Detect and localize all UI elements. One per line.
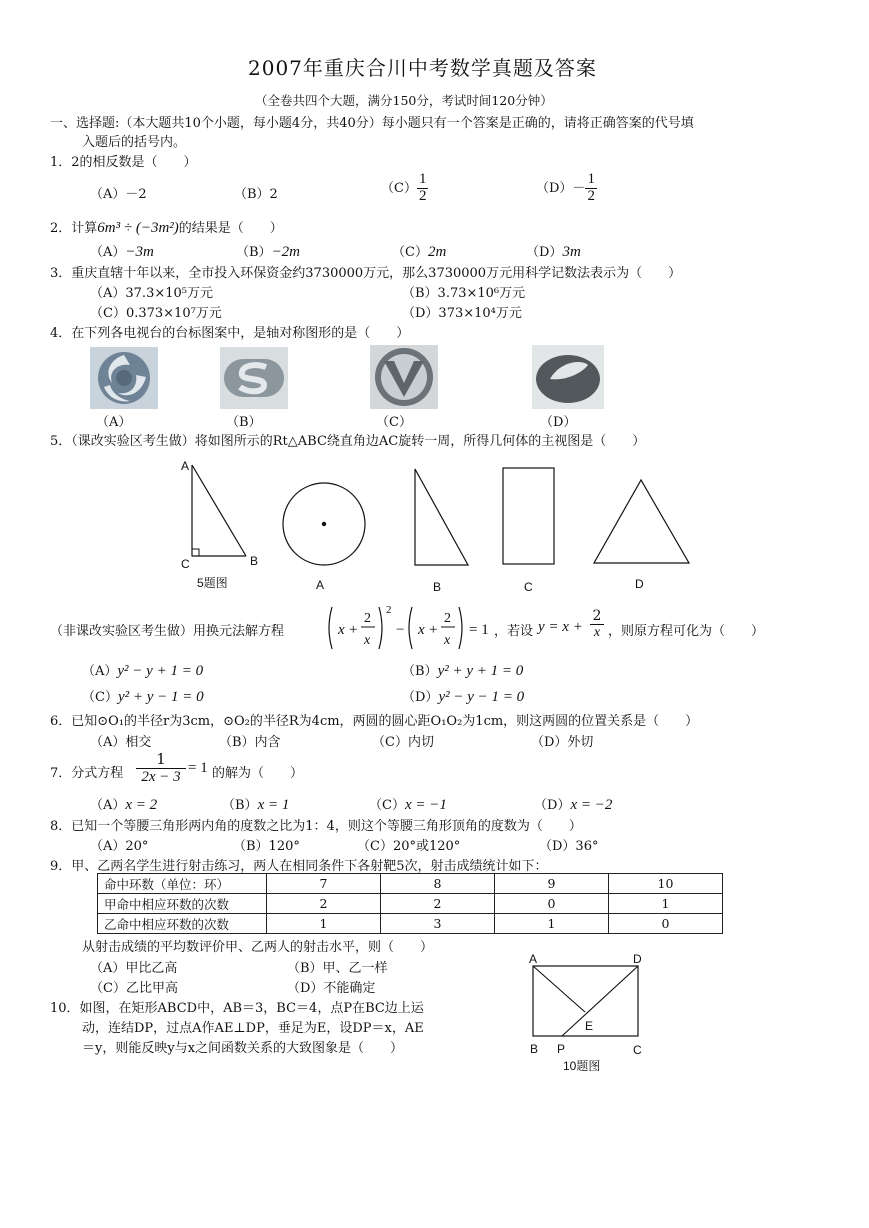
q7-fraction bbox=[136, 750, 186, 786]
q2-expression: 6m³ ÷ (−3m²) bbox=[97, 220, 179, 236]
q9-question: 从射击成绩的平均数评价甲、乙两人的射击水平，则（ ） bbox=[82, 940, 434, 955]
q3-option-a: （A）37.3×10⁵万元 bbox=[90, 286, 213, 301]
q1-c-denominator: 2 bbox=[418, 187, 427, 204]
q1-stem: 1．2的相反数是（ ） bbox=[50, 155, 197, 170]
q6-option-b: （B）内含 bbox=[219, 735, 281, 750]
q7-option-c bbox=[369, 794, 447, 814]
q2-option-c bbox=[392, 241, 446, 261]
q10-fig-caption: 10题图 bbox=[563, 1059, 601, 1073]
q10-line1: 10．如图，在矩形ABCD中，AB＝3，BC＝4，点P在BC边上运 bbox=[50, 1001, 424, 1016]
q1-option-a: （A）－2 bbox=[90, 187, 147, 202]
table-cell: 1 bbox=[609, 894, 723, 914]
q1-option-c bbox=[381, 172, 428, 205]
q5b-num1: 2 bbox=[364, 611, 371, 626]
q8-option-d: （D）36° bbox=[539, 839, 599, 854]
q2-b-label: （B） bbox=[236, 245, 272, 260]
q7-d-value: x = −2 bbox=[570, 797, 613, 813]
q5b-substitution: y = x + bbox=[538, 619, 583, 635]
q7-stem-post: 的解为（ ） bbox=[212, 766, 304, 781]
q5-option-d-label: D bbox=[635, 577, 644, 591]
q3-option-c: （C）0.373×10⁷万元 bbox=[90, 306, 222, 321]
svg-text:−: − bbox=[396, 622, 405, 638]
q5b-square: 2 bbox=[386, 604, 392, 616]
q2-b-value: −2m bbox=[271, 244, 301, 260]
table-cell: 9 bbox=[495, 874, 609, 894]
q5b-stem-post: ，则原方程可化为（ ） bbox=[608, 624, 765, 639]
q10-fig-label-c: C bbox=[633, 1043, 642, 1057]
table-cell: 0 bbox=[609, 914, 723, 934]
q5-option-b-label: B bbox=[433, 580, 442, 594]
table-cell: 3 bbox=[381, 914, 495, 934]
tv-logo-b bbox=[220, 347, 288, 409]
q2-stem-pre: 2．计算 bbox=[50, 221, 98, 236]
q7-numerator: 1 bbox=[136, 750, 186, 769]
q2-option-d bbox=[526, 241, 581, 261]
table-cell: 1 bbox=[267, 914, 381, 934]
q2-option-a bbox=[90, 241, 154, 261]
q5b-c-value: y² + y − 1 = 0 bbox=[117, 689, 204, 705]
table-cell: 7 bbox=[267, 874, 381, 894]
q5b-x1: x bbox=[338, 622, 345, 638]
q5-right-triangle bbox=[192, 465, 246, 556]
table-cell: 2 bbox=[381, 894, 495, 914]
q7-d-label: （D） bbox=[534, 798, 571, 813]
q5b-b-label: （B） bbox=[402, 664, 438, 679]
q7-a-label: （A） bbox=[90, 798, 126, 813]
q5b-sub-num: 2 bbox=[590, 608, 604, 625]
q6-option-d: （D）外切 bbox=[531, 735, 594, 750]
q3-option-d: （D）373×10⁴万元 bbox=[402, 306, 522, 321]
q5b-sub-den: x bbox=[593, 625, 601, 640]
q7-c-value: x = −1 bbox=[404, 797, 447, 813]
q5b-a-label: （A） bbox=[82, 664, 118, 679]
q4-label-d: （D） bbox=[540, 415, 577, 430]
q5b-option-a bbox=[82, 660, 203, 680]
q8-stem: 8．已知一个等腰三角形两内角的度数之比为1：4，则这个等腰三角形顶角的度数为（ ） bbox=[50, 819, 582, 834]
tv-logo-d bbox=[532, 345, 600, 407]
q9-option-b: （B）甲、乙一样 bbox=[287, 961, 388, 976]
q4-label-c: （C） bbox=[376, 415, 412, 430]
q2-c-value: 2m bbox=[427, 244, 447, 260]
q5b-num2: 2 bbox=[444, 611, 451, 626]
q1-option-d-fraction bbox=[585, 172, 597, 205]
q2-d-value: 3m bbox=[562, 244, 581, 260]
q9-option-c: （C）乙比甲高 bbox=[90, 981, 178, 996]
q10-line2: 动，连结DP，过点A作AE⊥DP，垂足为E，设DP＝x，AE bbox=[82, 1021, 424, 1036]
q5-option-a-circle bbox=[283, 483, 365, 565]
q2-stem bbox=[50, 217, 283, 237]
q5b-equation bbox=[326, 603, 494, 653]
q5-figures bbox=[170, 455, 730, 600]
exam-info: （全卷共四个大题，满分150分，考试时间120分钟） bbox=[255, 93, 553, 108]
q7-option-a bbox=[90, 794, 157, 814]
q10-line3: ＝y，则能反映y与x之间函数关系的大致图象是（ ） bbox=[82, 1041, 404, 1056]
table-cell: 2 bbox=[267, 894, 381, 914]
table-row bbox=[98, 894, 723, 914]
q5-fig-caption: 5题图 bbox=[197, 576, 228, 590]
q5b-sub-frac bbox=[590, 608, 604, 641]
svg-text:+: + bbox=[429, 622, 438, 638]
q5b-eq-one: = 1 bbox=[469, 622, 489, 638]
q5b-stem-pre: （非课改实验区考生做）用换元法解方程 bbox=[50, 624, 285, 639]
table-cell: 甲命中相应环数的次数 bbox=[98, 894, 267, 914]
q6-stem: 6．已知⊙O₁的半径r为3cm，⊙O₂的半径R为4cm，两圆的圆心距O₁O₂为1cm，则这两圆的位置关系是（ ） bbox=[50, 714, 699, 729]
q5b-option-b bbox=[402, 660, 523, 680]
q7-option-b bbox=[222, 794, 289, 814]
q2-stem-post: 的结果是（ ） bbox=[178, 221, 283, 236]
q5b-d-label: （D） bbox=[402, 690, 439, 705]
table-row bbox=[98, 874, 723, 894]
q1-option-c-fraction bbox=[417, 172, 429, 205]
q4-label-b: （B） bbox=[226, 415, 262, 430]
q5b-a-value: y² − y + 1 = 0 bbox=[117, 663, 204, 679]
q7-c-label: （C） bbox=[369, 798, 405, 813]
q10-fig-label-d: D bbox=[633, 952, 642, 966]
q5-option-a-label: A bbox=[316, 578, 325, 592]
q2-a-label: （A） bbox=[90, 245, 126, 260]
svg-text:+: + bbox=[349, 622, 358, 638]
q9-option-d: （D）不能确定 bbox=[287, 981, 376, 996]
q10-fig-label-b: B bbox=[530, 1042, 539, 1056]
q2-c-label: （C） bbox=[392, 245, 428, 260]
q4-stem: 4．在下列各电视台的台标图案中，是轴对称图形的是（ ） bbox=[50, 326, 410, 341]
svg-text:x: x bbox=[418, 622, 425, 638]
q5-option-b-triangle bbox=[415, 469, 468, 565]
section-instruction-line1: 一、选择题:（本大题共10个小题，每小题4分，共40分）每小题只有一个答案是正确的，请将正确答案的代号填 bbox=[50, 116, 694, 131]
q5b-c-label: （C） bbox=[82, 690, 118, 705]
page-title: 2007年重庆合川中考数学真题及答案 bbox=[248, 56, 597, 80]
q5-fig-label-b: B bbox=[250, 554, 259, 568]
q1-c-numerator: 1 bbox=[418, 171, 427, 187]
q5-fig-label-c: C bbox=[181, 557, 190, 571]
q5-fig-label-a: A bbox=[181, 459, 190, 473]
q5b-stem-mid: ，若设 bbox=[494, 624, 534, 639]
table-cell: 乙命中相应环数的次数 bbox=[98, 914, 267, 934]
q8-option-b: （B）120° bbox=[233, 839, 300, 854]
tv-logo-a bbox=[90, 347, 158, 409]
table-cell: 0 bbox=[495, 894, 609, 914]
q3-option-b: （B）3.73×10⁶万元 bbox=[402, 286, 526, 301]
q3-stem: 3．重庆直辖十年以来，全市投入环保资金约3730000万元，那么3730000万元用科学记数法表示为（ ） bbox=[50, 266, 682, 281]
q7-equals-one: = 1 bbox=[188, 760, 208, 776]
q7-option-d bbox=[534, 794, 612, 814]
q5b-b-value: y² + y + 1 = 0 bbox=[437, 663, 524, 679]
q1-option-d bbox=[536, 172, 597, 205]
table-cell: 8 bbox=[381, 874, 495, 894]
q2-option-b bbox=[236, 241, 300, 261]
q5-stem: 5．（课改实验区考生做）将如图所示的Rt△ABC绕直角边AC旋转一周，所得几何体的主视图是（ ） bbox=[50, 434, 646, 449]
q10-fig-label-p: P bbox=[557, 1042, 566, 1056]
table-row bbox=[98, 914, 723, 934]
q8-option-c: （C）20°或120° bbox=[357, 839, 461, 854]
table-cell: 1 bbox=[495, 914, 609, 934]
q6-option-c: （C）内切 bbox=[372, 735, 434, 750]
q1-option-b: （B）2 bbox=[234, 187, 278, 202]
q5b-option-c bbox=[82, 686, 204, 706]
q1-d-denominator: 2 bbox=[587, 187, 595, 204]
table-cell: 10 bbox=[609, 874, 723, 894]
q7-b-value: x = 1 bbox=[257, 797, 290, 813]
q7-b-label: （B） bbox=[222, 798, 258, 813]
q9-score-table bbox=[97, 873, 723, 934]
q4-label-a: （A） bbox=[96, 415, 132, 430]
q5-option-d-isosceles bbox=[594, 480, 689, 563]
q7-a-value: x = 2 bbox=[125, 797, 158, 813]
q5-option-c-label: C bbox=[524, 580, 533, 594]
q5b-d-value: y² − y − 1 = 0 bbox=[438, 689, 525, 705]
q2-d-label: （D） bbox=[526, 245, 563, 260]
q5b-den1: x bbox=[364, 633, 371, 648]
q5b-den2: x bbox=[444, 633, 451, 648]
q2-a-value: −3m bbox=[125, 244, 154, 260]
tv-logo-c bbox=[370, 345, 438, 407]
q10-fig-label-a: A bbox=[529, 952, 538, 966]
q7-stem-pre: 7．分式方程 bbox=[50, 766, 124, 781]
q7-denominator: 2x − 3 bbox=[141, 769, 181, 785]
q10-fig-label-e: E bbox=[585, 1019, 594, 1033]
q9-stem: 9．甲、乙两名学生进行射击练习，两人在相同条件下各射靶5次，射击成绩统计如下： bbox=[50, 859, 548, 874]
table-cell: 命中环数（单位：环） bbox=[98, 874, 267, 894]
q1-option-d-label: （D）－ bbox=[536, 180, 586, 196]
q5b-option-d bbox=[402, 686, 524, 706]
q1-option-c-label: （C） bbox=[381, 180, 417, 196]
q9-option-a: （A）甲比乙高 bbox=[90, 961, 178, 976]
q5-option-c-rectangle bbox=[503, 468, 554, 564]
q6-option-a: （A）相交 bbox=[90, 735, 152, 750]
q1-d-numerator: 1 bbox=[587, 171, 595, 187]
section-instruction-line2: 入题后的括号内。 bbox=[82, 135, 187, 150]
q8-option-a: （A）20° bbox=[90, 839, 149, 854]
